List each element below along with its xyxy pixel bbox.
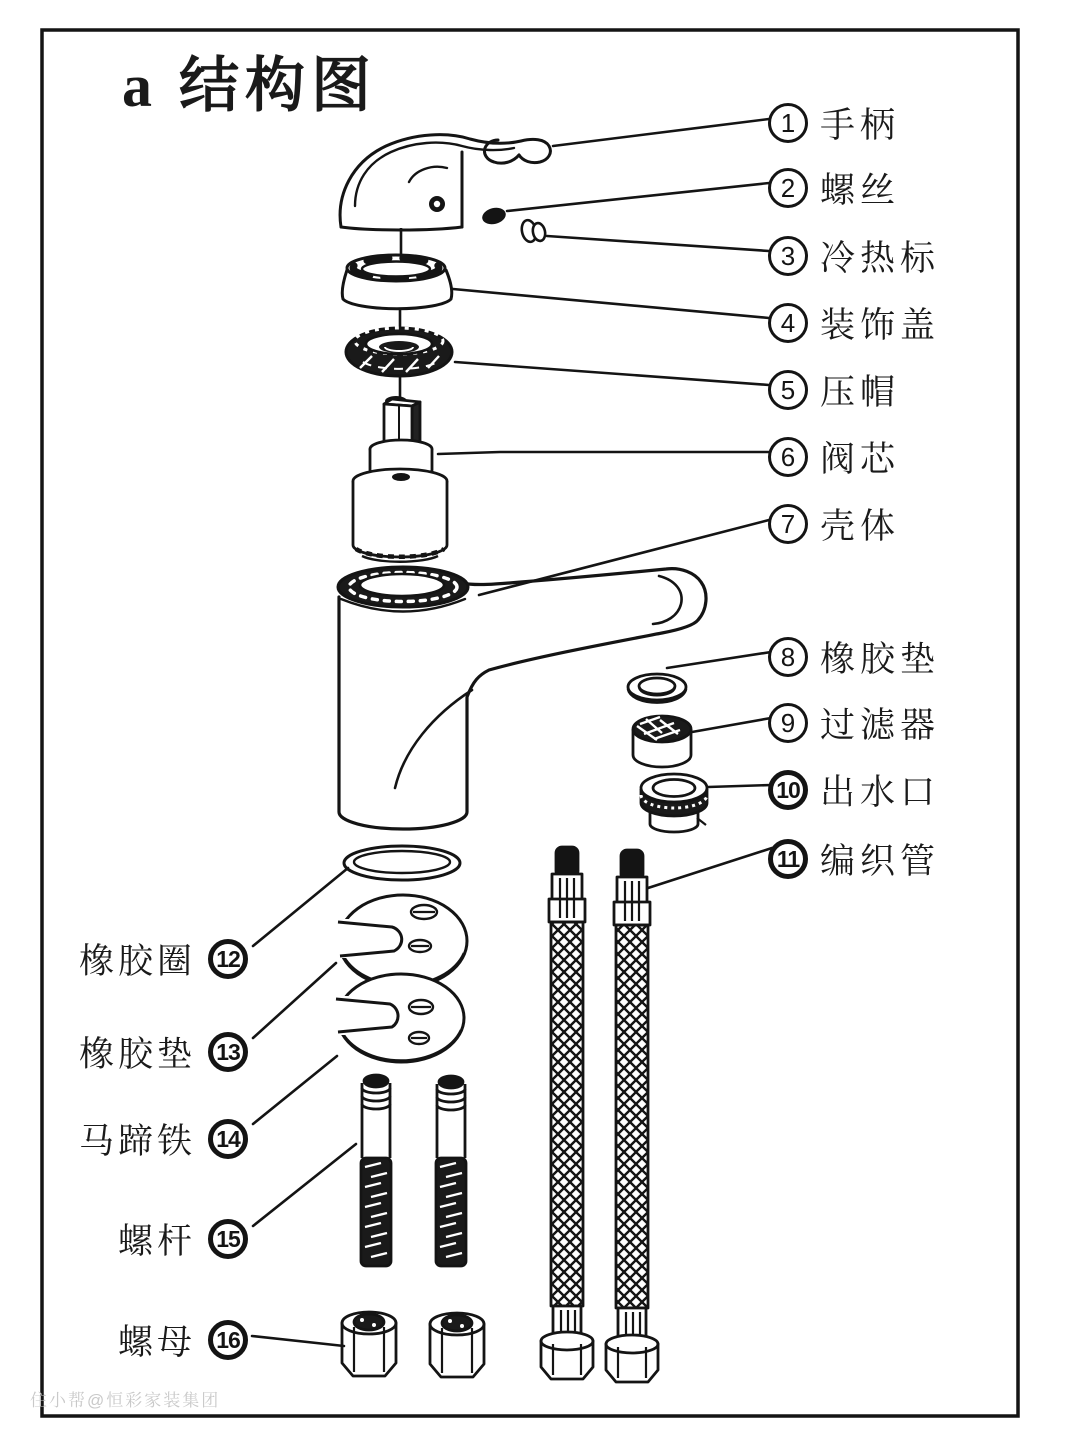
- braided-hose-right: [606, 850, 658, 1382]
- part-label-4: [768, 298, 940, 348]
- part-name-1: 手柄: [820, 106, 901, 145]
- decorative-cover-drawing: [342, 255, 452, 309]
- part-label-12: [62, 934, 248, 984]
- rubber-washer-drawing: [628, 674, 686, 703]
- valve-core-drawing: [353, 396, 447, 562]
- part-number-13: 13: [208, 1032, 248, 1072]
- horseshoe-plate-drawing: [326, 974, 464, 1062]
- page-title: a 结构图: [122, 53, 377, 119]
- part-number-16: 16: [208, 1320, 248, 1360]
- part-name-11: 编织管: [820, 842, 941, 881]
- part-label-3: [768, 231, 940, 281]
- part-label-5: [768, 365, 900, 415]
- part-number-6: 6: [768, 437, 808, 477]
- watermark: 住小帮@恒彩家装集团: [30, 1391, 221, 1410]
- part-number-12: 12: [208, 939, 248, 979]
- part-label-16: [62, 1315, 248, 1365]
- handle-drawing: [340, 135, 550, 230]
- filter-drawing: [633, 716, 691, 767]
- part-name-3: 冷热标: [820, 239, 941, 278]
- part-name-9: 过滤器: [820, 706, 941, 745]
- part-label-14: [62, 1114, 248, 1164]
- braided-hose-left: [541, 847, 593, 1379]
- part-label-10: [768, 765, 940, 815]
- hot-cold-marker-drawing: [520, 219, 547, 243]
- leader-lines: [252, 119, 772, 1346]
- part-name-12: 橡胶圈: [78, 942, 196, 981]
- part-number-3: 3: [768, 236, 808, 276]
- stud-left: [361, 1075, 391, 1266]
- part-label-8: [768, 632, 940, 682]
- part-label-7: [768, 499, 900, 549]
- part-number-4: 4: [768, 303, 808, 343]
- part-number-9: 9: [768, 703, 808, 743]
- part-name-15: 螺杆: [117, 1222, 196, 1261]
- pressure-cap-drawing: [346, 328, 452, 376]
- part-number-10: 10: [768, 770, 808, 810]
- stud-right: [436, 1076, 466, 1266]
- part-name-8: 橡胶垫: [820, 640, 941, 679]
- part-number-1: 1: [768, 103, 808, 143]
- part-number-8: 8: [768, 637, 808, 677]
- part-number-11: 11: [768, 839, 808, 879]
- part-number-5: 5: [768, 370, 808, 410]
- part-number-15: 15: [208, 1219, 248, 1259]
- part-name-6: 阀芯: [820, 440, 901, 479]
- part-number-14: 14: [208, 1119, 248, 1159]
- screw-drawing: [480, 205, 507, 226]
- part-label-9: [768, 698, 940, 748]
- part-name-14: 马蹄铁: [78, 1122, 196, 1161]
- part-name-4: 装饰盖: [820, 306, 941, 345]
- part-label-2: [768, 163, 900, 213]
- part-name-2: 螺丝: [820, 171, 901, 210]
- part-label-13: [62, 1027, 248, 1077]
- part-label-1: [768, 98, 900, 148]
- part-name-10: 出水口: [820, 773, 941, 812]
- rubber-ring-drawing: [344, 846, 460, 880]
- part-number-2: 2: [768, 168, 808, 208]
- water-outlet-drawing: [641, 774, 707, 832]
- part-name-13: 橡胶垫: [78, 1035, 196, 1074]
- nut-left: [342, 1312, 396, 1376]
- part-name-7: 壳体: [820, 507, 901, 546]
- part-name-16: 螺母: [117, 1323, 196, 1362]
- part-label-6: [768, 432, 900, 482]
- part-name-5: 压帽: [820, 373, 901, 412]
- part-label-15: [62, 1214, 248, 1264]
- part-label-11: [768, 834, 940, 884]
- nut-right: [430, 1313, 484, 1377]
- part-number-7: 7: [768, 504, 808, 544]
